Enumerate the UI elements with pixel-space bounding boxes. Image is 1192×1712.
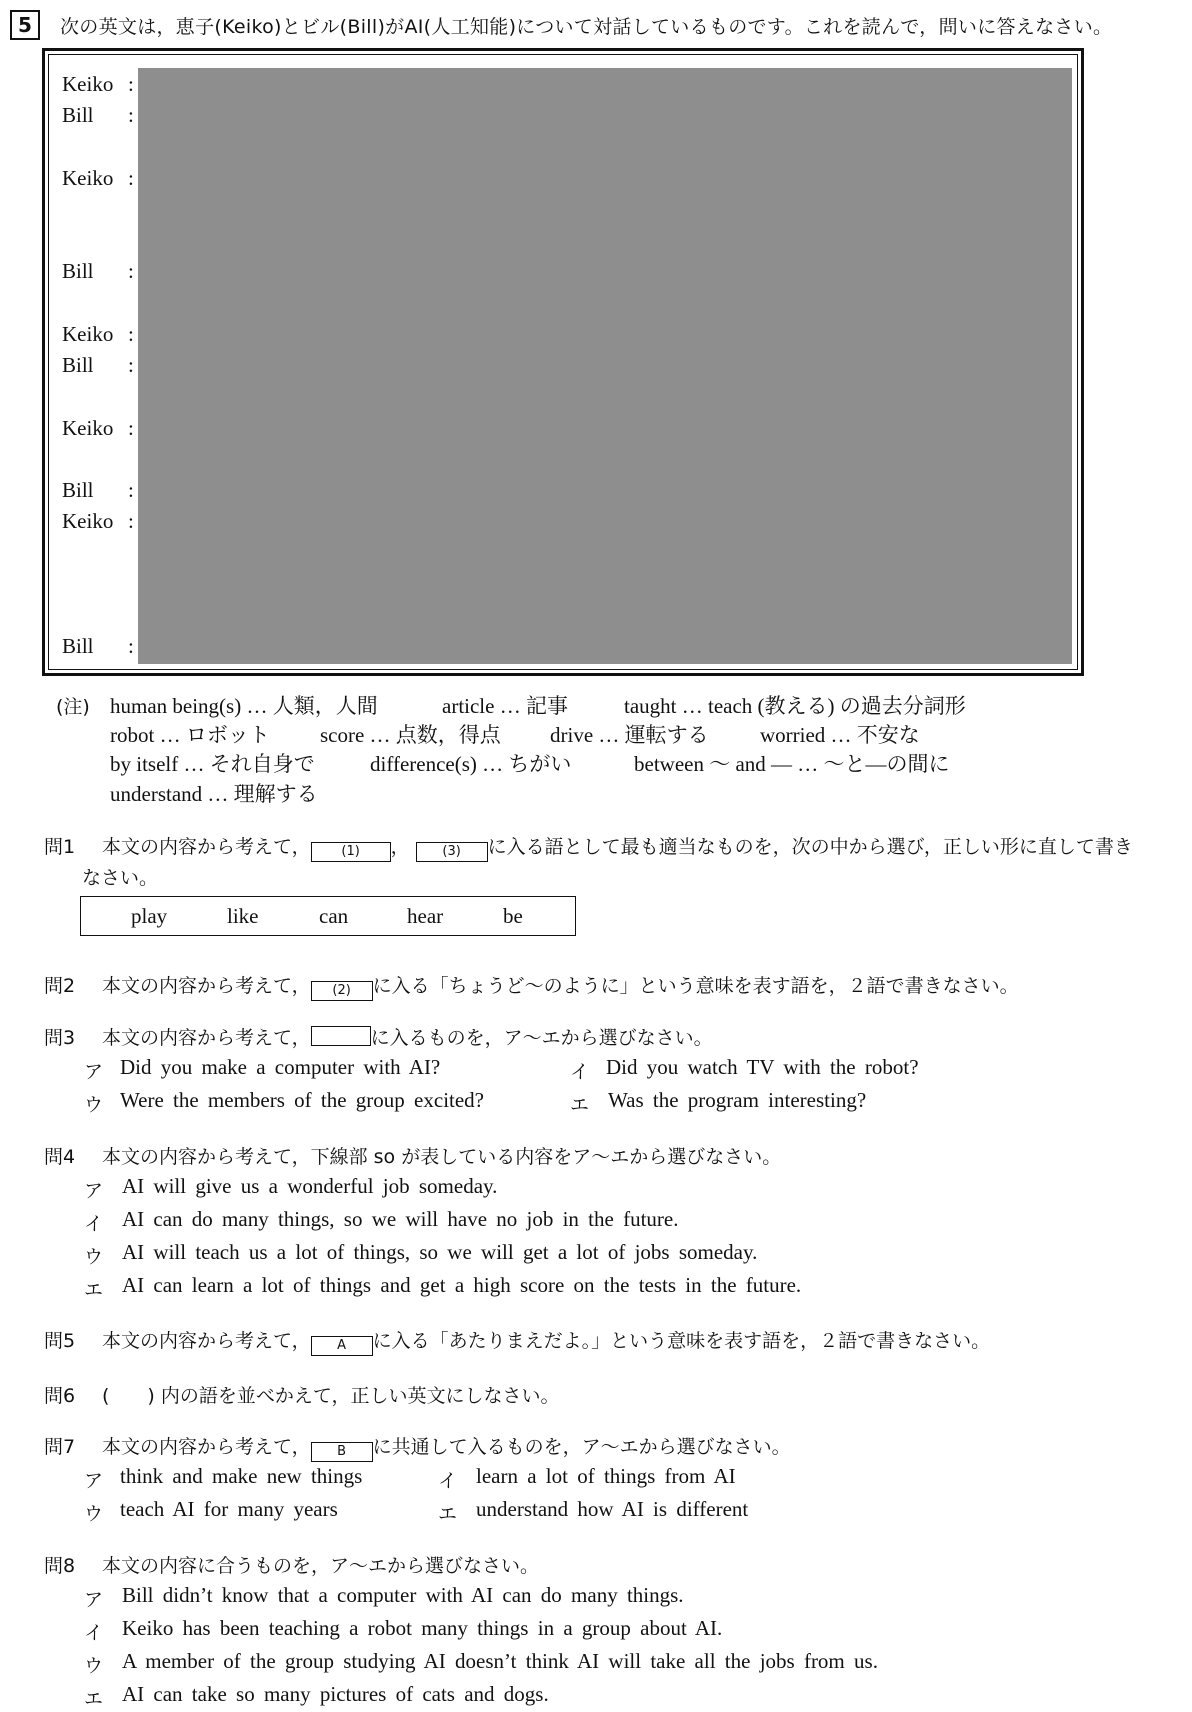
q3-text [102, 1023, 713, 1050]
option-mark: ア [84, 1061, 104, 1083]
word-bank-item: can [319, 904, 349, 928]
option-mark: エ [84, 1688, 104, 1710]
speaker-label: Bill [62, 353, 94, 377]
speaker-colon: : [128, 416, 134, 440]
q1-pre: 本文の内容から考えて， [102, 836, 311, 858]
option-text: Were the members of the group excited? [120, 1088, 484, 1112]
option-mark: ウ [84, 1503, 104, 1525]
option-text: AI will teach us a lot of things, so we will get a lot of jobs someday. [122, 1240, 758, 1264]
speaker-label: Bill [62, 478, 94, 502]
notes-label: (注) [56, 696, 90, 718]
option-text: teach AI for many years [120, 1497, 338, 1521]
option-text: Keiko has been teaching a robot many things in a group about AI. [122, 1616, 723, 1640]
q3-label: 問3 [44, 1027, 76, 1049]
speaker-colon: : [128, 634, 134, 658]
option-mark: ア [84, 1589, 104, 1611]
option-text: think and make new things [120, 1464, 363, 1488]
option-mark: イ [570, 1061, 590, 1083]
blank-box-a: A [311, 1336, 373, 1356]
section-instruction: 次の英文は，恵子(Keiko)とビル(Bill)がAI(人工知能)について対話しているものです。これを読んで，問いに答えなさい。 [60, 16, 1113, 38]
speaker-label: Bill [62, 259, 94, 283]
speaker-colon: : [128, 509, 134, 533]
option-text: Did you make a computer with AI? [120, 1055, 441, 1079]
q7-pre: 本文の内容から考えて， [102, 1436, 311, 1458]
question-number-box [10, 10, 40, 40]
speaker-colon: : [128, 353, 134, 377]
option-mark: ウ [84, 1094, 104, 1116]
note-item: human being(s) … 人類，人間 [110, 694, 378, 718]
speaker-colon: : [128, 322, 134, 346]
q7-label: 問7 [44, 1436, 76, 1458]
option-mark: ウ [84, 1246, 104, 1268]
q2-post: に入る「ちょうど～のように」という意味を表す語を，２語で書きなさい。 [372, 975, 1019, 997]
option-text: Was the program interesting? [608, 1088, 867, 1112]
q5-label: 問5 [44, 1330, 76, 1352]
q6-text: ( ) 内の語を並べかえて，正しい英文にしなさい。 [102, 1385, 560, 1407]
blank-box-3: (3) [416, 842, 488, 862]
word-bank [80, 896, 576, 936]
option-text: Bill didn’t know that a computer with AI can do many things. [122, 1583, 684, 1607]
q5-post: に入る「あたりまえだよ。」という意味を表す語を，２語で書きなさい。 [372, 1330, 991, 1352]
speaker-label: Keiko [62, 416, 114, 440]
note-item: robot … ロボット [110, 723, 270, 747]
note-item: score … 点数，得点 [320, 723, 501, 747]
speaker-label: Keiko [62, 72, 114, 96]
speaker-label: Keiko [62, 322, 114, 346]
word-bank-item: play [131, 904, 168, 928]
option-text: AI can do many things, so we will have no job in the future. [122, 1207, 679, 1231]
q1-label: 問1 [44, 836, 76, 858]
blank-box-2: (2) [311, 981, 373, 1001]
speaker-colon: : [128, 72, 134, 96]
q8-label: 問8 [44, 1555, 76, 1577]
blank-box-b: B [311, 1442, 373, 1462]
option-mark: イ [84, 1213, 104, 1235]
note-item: understand … 理解する [110, 782, 318, 806]
speaker-label: Bill [62, 634, 94, 658]
q2-text [102, 971, 1019, 1001]
q1-text [102, 832, 1133, 862]
question-number: 5 [18, 13, 32, 37]
blank-box-1: (1) [311, 842, 391, 862]
note-item: taught … teach (教える) の過去分詞形 [624, 694, 966, 718]
option-text: Did you watch TV with the robot? [606, 1055, 919, 1079]
note-item: between ～ and ― … ～と―の間に [634, 752, 950, 776]
q7-post: に共通して入るものを，ア～エから選びなさい。 [372, 1436, 791, 1458]
note-item: drive … 運転する [550, 723, 709, 747]
option-mark: ウ [84, 1655, 104, 1677]
option-mark: ア [84, 1470, 104, 1492]
speaker-label: Bill [62, 103, 94, 127]
q1-post: に入る語として最も適当なものを，次の中から選び，正しい形に直して書き [487, 836, 1133, 858]
note-item: by itself … それ自身で [110, 752, 315, 776]
speaker-label: Keiko [62, 166, 114, 190]
note-item: difference(s) … ちがい [370, 752, 572, 776]
option-mark: エ [438, 1503, 458, 1525]
option-mark: エ [84, 1279, 104, 1301]
word-bank-item: like [227, 904, 259, 928]
q5-pre: 本文の内容から考えて， [102, 1330, 311, 1352]
q6-label: 問6 [44, 1385, 76, 1407]
option-mark: イ [84, 1622, 104, 1644]
speaker-colon: : [128, 478, 134, 502]
q5-text [102, 1326, 990, 1356]
word-bank-item: be [503, 904, 523, 928]
option-text: understand how AI is different [476, 1497, 749, 1521]
option-mark: エ [570, 1094, 590, 1116]
q3-pre: 本文の内容から考えて， [102, 1027, 311, 1049]
q2-label: 問2 [44, 975, 76, 997]
q2-pre: 本文の内容から考えて， [102, 975, 311, 997]
q3-post: に入るものを，ア～エから選びなさい。 [370, 1027, 713, 1049]
q1-sep: ， [390, 836, 410, 858]
option-text: A member of the group studying AI doesn’t think AI will take all the jobs from us. [122, 1649, 878, 1673]
option-mark: ア [84, 1180, 104, 1202]
option-text: AI can learn a lot of things and get a high score on the tests in the future. [122, 1273, 802, 1297]
note-item: article … 記事 [442, 694, 568, 718]
q8-text: 本文の内容に合うものを，ア～エから選びなさい。 [102, 1555, 540, 1577]
option-text: learn a lot of things from AI [476, 1464, 736, 1488]
speaker-label: Keiko [62, 509, 114, 533]
speaker-colon: : [128, 103, 134, 127]
word-bank-item: hear [407, 904, 444, 928]
option-mark: イ [438, 1470, 458, 1492]
q7-text [102, 1432, 791, 1462]
q4-text: 本文の内容から考えて，下線部 so が表している内容をア～エから選びなさい。 [102, 1146, 782, 1168]
q4-label: 問4 [44, 1146, 76, 1168]
redacted-dialog-text [138, 68, 1072, 664]
option-text: AI can take so many pictures of cats and dogs. [122, 1682, 549, 1706]
speaker-colon: : [128, 166, 134, 190]
speaker-colon: : [128, 259, 134, 283]
q1-line2: なさい。 [82, 867, 159, 889]
note-item: worried … 不安な [760, 723, 920, 747]
blank-box-empty [311, 1026, 371, 1046]
option-text: AI will give us a wonderful job someday. [122, 1174, 498, 1198]
